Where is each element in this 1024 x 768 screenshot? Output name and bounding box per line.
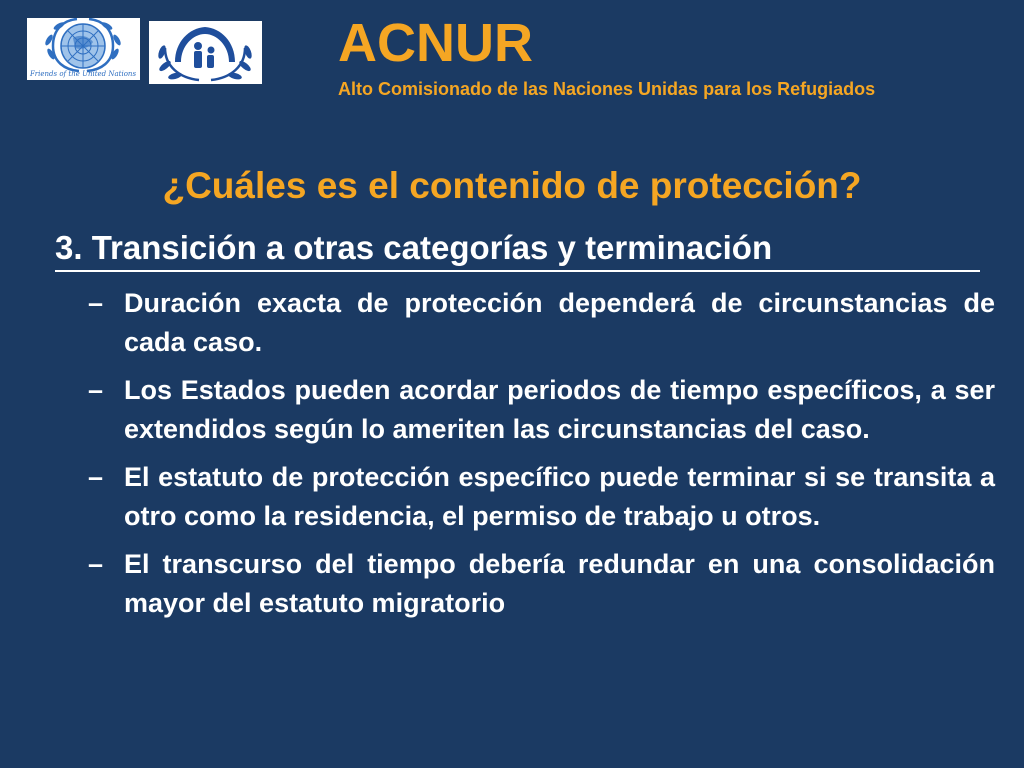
un-logo: [27, 18, 140, 80]
dash-bullet-icon: –: [88, 375, 104, 405]
brand-subtitle: Alto Comisionado de las Naciones Unidas para los Refugiados: [338, 79, 876, 99]
brand-title: ACNUR: [338, 13, 533, 73]
bullet-text: El transcurso del tiempo debería redundar en una consolidación mayor del estatuto migratorio: [124, 549, 995, 618]
bullet-item: [0, 371, 1024, 449]
section-subheading: 3. Transición a otras categorías y terminación: [55, 229, 773, 266]
bullet-item: [0, 284, 1024, 362]
bullet-text: Duración exacta de protección dependerá de circunstancias de cada caso.: [124, 288, 995, 357]
dash-bullet-icon: –: [88, 549, 104, 579]
unhcr-logo: [149, 21, 262, 84]
united-nations-emblem-icon: [27, 18, 140, 80]
bullet-list: [0, 284, 1024, 632]
subheading-underline: [55, 270, 980, 272]
bullet-item: [0, 545, 1024, 623]
un-logo-caption: Friends of the United Nations: [29, 70, 137, 78]
bullet-item: [0, 458, 1024, 536]
unhcr-family-shelter-icon: [149, 21, 262, 84]
bullet-text: El estatuto de protección específico puede terminar si se transita a otro como la residencia, el permiso de trabajo u otros.: [124, 462, 995, 531]
bullet-text: Los Estados pueden acordar periodos de tiempo específicos, a ser extendidos según lo ameriten las circunstancias del caso.: [124, 375, 995, 444]
slide-heading: ¿Cuáles es el contenido de protección?: [162, 165, 862, 206]
dash-bullet-icon: –: [88, 288, 104, 318]
dash-bullet-icon: –: [88, 462, 104, 492]
